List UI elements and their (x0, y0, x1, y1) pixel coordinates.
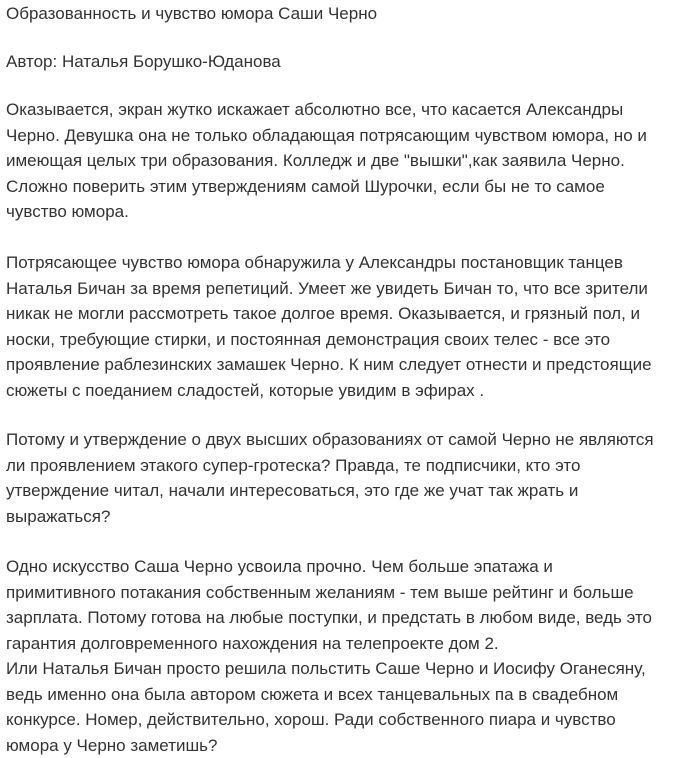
text-line: выражаться? (6, 504, 696, 530)
text-line: ведь именно она была автором сюжета и всех танцевальных па в свадебном (6, 682, 696, 708)
text-line: Одно искусство Саша Черно усвоила прочно. Чем больше эпатажа и (6, 554, 696, 580)
text-line: зарплата. Потому готова на любые поступки, и предстать в любом виде, ведь это (6, 605, 696, 631)
text-line: Потрясающее чувство юмора обнаружила у Александры постановщик танцев (6, 250, 696, 276)
text-line: гарантия долговременного нахождения на телепроекте дом 2. (6, 631, 696, 657)
text-line: никак не могли рассмотреть такое долгое время. Оказывается, и грязный пол, и (6, 301, 696, 327)
paragraph-2 (6, 250, 696, 403)
text-line: утверждение читал, начали интересоваться, это где же учат так жрать и (6, 478, 696, 504)
text-line: примитивного потакания собственным желаниям - тем выше рейтинг и больше (6, 580, 696, 606)
text-line: проявление раблезинских замашек Черно. К ним следует отнести и предстоящие (6, 352, 696, 378)
text-line: носки, требующие стирки, и постоянная демонстрация своих телес - все это (6, 327, 696, 353)
text-line: чувство юмора. (6, 199, 696, 225)
text-line: юмора у Черно заметишь? (6, 733, 696, 758)
text-line: Оказывается, экран жутко искажает абсолютно все, что касается Александры (6, 97, 696, 123)
text-line: сюжеты с поеданием сладостей, которые увидим в эфирах . (6, 378, 696, 404)
text-line: конкурсе. Номер, действительно, хорош. Ради собственного пиара и чувство (6, 707, 696, 733)
article-title: Образованность и чувство юмора Саши Черно (6, 1, 377, 27)
article-author: Автор: Наталья Борушко-Юданова (6, 49, 281, 75)
text-line: Сложно поверить этим утверждениям самой Шурочки, если бы не то самое (6, 174, 696, 200)
paragraph-4 (6, 554, 696, 758)
text-line: имеющая целых три образования. Колледж и две "вышки",как заявила Черно. (6, 148, 696, 174)
text-line: Наталья Бичан за время репетиций. Умеет же увидеть Бичан то, что все зрители (6, 276, 696, 302)
text-line: ли проявлением этакого супер-гротеска? Правда, те подписчики, кто это (6, 453, 696, 479)
paragraph-1 (6, 97, 696, 225)
text-line: Черно. Девушка она не только обладающая потрясающим чувством юмора, но и (6, 123, 696, 149)
text-line: Или Наталья Бичан просто решила польстить Саше Черно и Иосифу Оганесяну, (6, 656, 696, 682)
paragraph-3 (6, 427, 696, 529)
text-line: Потому и утверждение о двух высших образованиях от самой Черно не являются (6, 427, 696, 453)
